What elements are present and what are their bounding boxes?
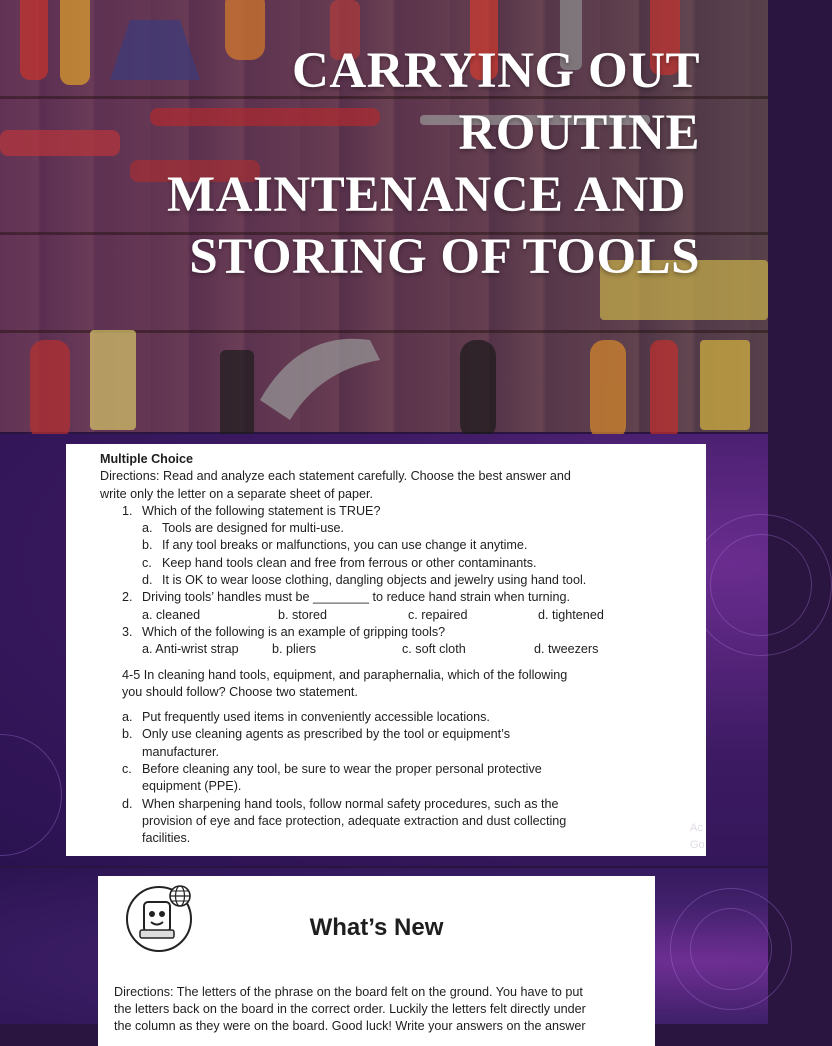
watermark-text: Ac xyxy=(690,822,703,834)
decorative-circle xyxy=(690,908,772,990)
option-letter: b. xyxy=(142,538,153,553)
question-number: 1. xyxy=(122,503,133,518)
answer-option xyxy=(100,709,706,726)
multiple-choice-slide xyxy=(0,434,768,866)
decorative-circle xyxy=(0,734,62,856)
answer-option xyxy=(100,555,706,572)
question-text: Driving tools’ handles must be ________ to reduce hand strain when turning. xyxy=(142,590,570,605)
directions-line: Directions: Read and analyze each statement carefully. Choose the best answer and xyxy=(100,469,571,484)
answer-option xyxy=(100,572,706,589)
answer-option: c. repaired xyxy=(408,607,468,622)
option-letter: c. xyxy=(122,762,132,777)
option-letter: c. xyxy=(142,555,152,570)
option-letter: a. xyxy=(142,521,153,536)
watermark-text: Go xyxy=(690,839,705,851)
question xyxy=(100,503,706,520)
question-number: 2. xyxy=(122,590,133,605)
option-text: It is OK to wear loose clothing, dangling objects and jewelry using hand tool. xyxy=(162,573,587,588)
option-text: Tools are designed for multi-use. xyxy=(162,521,344,536)
answer-option xyxy=(100,761,706,796)
option-text: Only use cleaning agents as prescribed by the tool or equipment’s manufacturer. xyxy=(142,727,511,759)
directions-line: write only the letter on a separate sheet of paper. xyxy=(100,486,374,501)
question-text xyxy=(100,667,706,702)
option-letter: a. xyxy=(122,710,133,725)
quiz-sheet xyxy=(66,444,706,856)
section-heading: Multiple Choice xyxy=(100,452,194,466)
whats-new-slide xyxy=(0,868,768,1033)
option-text: If any tool breaks or malfunctions, you can use change it anytime. xyxy=(162,538,528,553)
directions-line: the column as they were on the board. Good luck! Write your answers on the answer xyxy=(114,1019,586,1033)
question-text: Which of the following statement is TRUE? xyxy=(142,503,381,518)
section-heading: What’s New xyxy=(309,914,444,941)
option-text: Before cleaning any tool, be sure to wear the proper personal protective equipment (PPE). xyxy=(142,762,542,794)
title-slide xyxy=(0,0,768,432)
answer-option: d. tightened xyxy=(538,607,604,622)
answer-option: b. pliers xyxy=(272,642,317,657)
option-letter: d. xyxy=(122,796,133,811)
answer-option xyxy=(100,537,706,554)
question xyxy=(100,624,706,641)
question-number: 3. xyxy=(122,624,133,639)
directions-text xyxy=(114,984,639,1035)
worksheet xyxy=(98,876,655,1046)
answer-option: c. soft cloth xyxy=(402,642,466,657)
answer-option: a. cleaned xyxy=(142,607,201,622)
answer-options-row xyxy=(100,607,706,624)
title-line: MAINTENANCE AND xyxy=(167,167,686,223)
answer-option xyxy=(100,726,706,761)
option-text: When sharpening hand tools, follow normal safety procedures, such as the provision of eye and face protection, adequate extraction and dust collecting facilities. xyxy=(142,796,567,846)
question-line: 4-5 In cleaning hand tools, equipment, and paraphernalia, which of the following xyxy=(122,667,568,682)
question-line: you should follow? Choose two statement. xyxy=(122,684,358,699)
directions-line: the letters back on the board in the correct order. Luckily the letters felt directly under xyxy=(114,1002,586,1016)
option-letter: d. xyxy=(142,573,153,588)
answer-option: d. tweezers xyxy=(534,642,599,657)
option-letter: b. xyxy=(122,727,133,742)
question-text: Which of the following is an example of gripping tools? xyxy=(142,624,446,639)
answer-options-row xyxy=(100,641,706,658)
answer-option xyxy=(100,796,706,848)
title-line: CARRYING OUT xyxy=(292,43,700,99)
answer-option: b. stored xyxy=(278,607,328,622)
directions-line: Directions: The letters of the phrase on the board felt on the ground. You have to put xyxy=(114,985,583,999)
option-text: Put frequently used items in conveniently accessible locations. xyxy=(142,710,490,725)
title-line: STORING OF TOOLS xyxy=(189,229,700,285)
title-line: ROUTINE xyxy=(458,105,700,161)
answer-option: a. Anti-wrist strap xyxy=(142,642,239,657)
page-title xyxy=(80,40,700,288)
globe-icon xyxy=(168,884,192,908)
answer-option xyxy=(100,520,706,537)
decorative-circle xyxy=(710,534,812,636)
option-text: Keep hand tools clean and free from ferrous or other contaminants. xyxy=(162,555,537,570)
question xyxy=(100,589,706,606)
